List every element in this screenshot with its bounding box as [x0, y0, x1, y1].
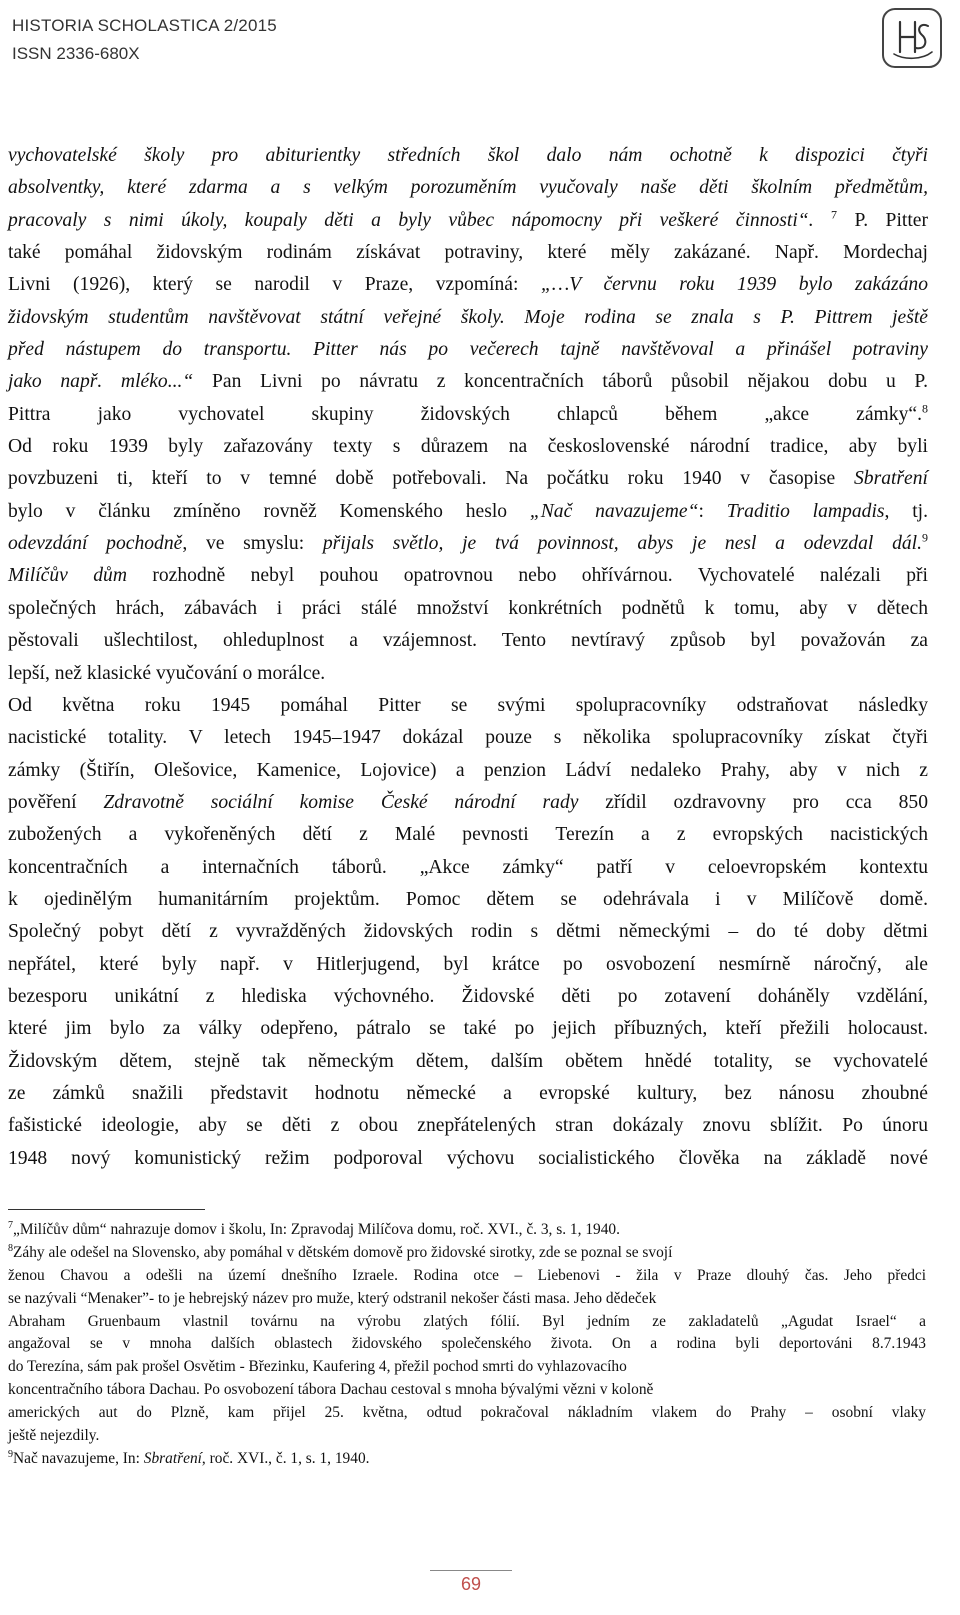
text-run: ze zámků snažili představit hodnotu německé a evropské kultury, bez nánosu zhoubné [8, 1082, 928, 1104]
italic-text: „Nač navazujeme“ [529, 500, 699, 522]
text-run: Abraham Gruenbaum vlastnil továrnu na výrobu zlatých fólií. Byl jedním ze zakladatelů „Agudat Israel“ a [8, 1312, 926, 1330]
text-line [8, 269, 928, 301]
italic-text: přijals světlo, je tvá povinnost, abys je nesl a odevzdal dál. [322, 533, 922, 555]
hs-monogram-logo-icon [882, 8, 942, 68]
text-line [8, 237, 928, 269]
text-line [8, 1110, 928, 1142]
text-run: zubožených a vykořeněných dětí z Malé pevnosti Terezín a z evropských nacistických [8, 824, 928, 846]
text-run: , tj. [884, 500, 928, 522]
footnote-ref: 9 [922, 530, 928, 545]
footnote-line [8, 1311, 926, 1334]
text-run: Společný pobyt dětí z vyvražděných židovských rodin s dětmi německými – do té doby dětmi [8, 921, 928, 943]
text-line [8, 431, 928, 463]
text-line [8, 658, 928, 690]
text-run: Nač navazujeme, In: [13, 1449, 144, 1467]
text-run: 1948 nový komunistický režim podporoval výchovu socialistického člověka na základě nové [8, 1147, 928, 1169]
text-line [8, 852, 928, 884]
text-line [8, 1143, 928, 1175]
text-line [8, 1046, 928, 1078]
text-run [814, 210, 831, 231]
text-run: : [698, 500, 727, 522]
text-line [8, 496, 928, 528]
text-run: Záhy ale odešel na Slovensko, aby pomáhal v dětském domově pro židovské sirotky, zde se poznal se svojí [13, 1243, 673, 1261]
text-line [8, 819, 928, 851]
text-line [8, 302, 928, 334]
text-run: Pan Livni po návratu z koncentračních táborů působil nějakou dobu u P. [193, 371, 929, 393]
text-line [8, 172, 928, 204]
text-run: společných hrách, zábavách i práci stálé množství konkrétních podnětů k tomu, aby v dětech [8, 597, 928, 619]
italic-text: Pitter nás po večerech tajně navštěvoval a přinášel potraviny [313, 339, 928, 361]
footnote-line [8, 1219, 926, 1242]
text-line [8, 787, 928, 819]
text-run: zámky (Štiřín, Olešovice, Kamenice, Lojovice) a penzion Ládví nedaleko Prahy, aby v nich z [8, 759, 928, 781]
text-line [8, 205, 928, 237]
text-run: , roč. XVI., č. 1, s. 1, 1940. [201, 1449, 370, 1467]
italic-text: odevzdání pochodně [8, 533, 183, 555]
footnote-line [8, 1379, 926, 1402]
text-line [8, 884, 928, 916]
text-run: koncentračního tábora Dachau. Po osvobození tábora Dachau cestoval s mnoha bývalými vězni v koloně [8, 1381, 654, 1399]
footnote-line [8, 1448, 926, 1471]
text-run: Od roku 1939 byly zařazovány texty s důrazem na československé národní tradice, aby byli [8, 436, 928, 458]
text-run: Od května roku 1945 pomáhal Pitter se svými spolupracovníky odstraňovat následky [8, 694, 928, 716]
text-line [8, 1013, 928, 1045]
italic-text: Sbratření [853, 468, 928, 490]
text-run: rozhodně nebyl pouhou opatrovnou nebo ohřívárnou. Vychovatelé nalézali při [126, 565, 928, 587]
text-run: do Terezína, sám pak prošel Osvětim - Březinku, Kaufering 4, přežil pochod smrti do vyhlazovacího [8, 1358, 627, 1376]
text-run: pověření [8, 791, 104, 813]
text-run: bezesporu unikátní z hlediska výchovného. Židovské děti po zotavení doháněly vzdělání, [8, 985, 928, 1007]
footnote-line [8, 1242, 926, 1265]
footnote-ref: 8 [922, 401, 928, 416]
text-run: Livni (1926), který se narodil v Praze, vzpomíná: [8, 274, 541, 296]
text-run: koncentračních a internačních táborů. „Akce zámky“ patří v celoevropském kontextu [8, 856, 928, 878]
italic-text: Zdravotně sociální komise České národní rady [103, 791, 579, 813]
text-run: se nazývali “Menaker”- to je hebrejský název pro muže, který odstranil nekošer části masa. Jeho dědeček [8, 1289, 657, 1307]
text-line [8, 560, 928, 592]
page-number-rule [430, 1570, 512, 1571]
text-line [8, 916, 928, 948]
footnote-ref: 7 [831, 207, 838, 222]
text-line [8, 625, 928, 657]
italic-text: před nástupem do transportu. [8, 339, 292, 361]
footnote-ref: 7 [8, 1219, 13, 1231]
text-line [8, 140, 928, 172]
text-line [8, 366, 928, 398]
article-body [8, 140, 928, 1175]
footnote-separator [8, 1209, 205, 1210]
italic-text: Sbratření [143, 1449, 202, 1467]
italic-text: vychovatelské školy pro abiturientky středních škol dalo nám ochotně k dispozici čtyři [8, 145, 928, 166]
footnote-ref: 9 [8, 1448, 13, 1460]
footnote-line [8, 1356, 926, 1379]
text-line [8, 399, 928, 431]
text-run: které jim bylo za války odepřeno, pátralo se také po jejich příbuzných, kteří přežili holocaust. [8, 1018, 928, 1040]
text-line [8, 690, 928, 722]
footnote-line [8, 1288, 926, 1311]
journal-issn: ISSN 2336-680X [12, 44, 140, 63]
text-line [8, 981, 928, 1013]
text-run [291, 339, 313, 360]
text-line [8, 755, 928, 787]
page-header [8, 6, 952, 76]
footnotes [8, 1219, 926, 1471]
text-run: bylo v článku zmíněno rovněž Komenského heslo [8, 500, 530, 522]
text-run: nacistické totality. V letech 1945–1947 dokázal pouze s několika spolupracovníky získat čtyři [8, 727, 928, 749]
italic-text: „…V červnu roku 1939 bylo zakázáno [540, 274, 928, 296]
text-run: nepřátel, které byly např. v Hitlerjugend, byl krátce po osvobození nesmírně náročný, ale [8, 953, 928, 975]
text-run: amerických aut do Plzně, kam přijel 25. května, odtud pokračoval nákladním vlakem do Prahy – osobní vlaky [8, 1404, 926, 1422]
text-line [8, 722, 928, 754]
text-run: fašistické ideologie, aby se děti z obou znepřátelených stran dokázaly znovu sblížit. Po únoru [8, 1115, 928, 1137]
text-line [8, 949, 928, 981]
footnote-line [8, 1265, 926, 1288]
text-line [8, 528, 928, 560]
text-run: Židovským dětem, stejně tak německým dětem, dalším obětem hnědé totality, se vychovatelé [8, 1050, 928, 1072]
footnote-ref: 8 [8, 1242, 13, 1254]
text-run: , ve smyslu: [182, 533, 323, 555]
text-line [8, 334, 928, 366]
text-run: povzbuzeni ti, kteří to v temné době potřebovali. Na počátku roku 1940 v časopise [8, 468, 854, 490]
text-run: „Milíčův dům“ nahrazuje domov i školu, In: Zpravodaj Milíčova domu, roč. XVI., č. 3, s. 1, 1940. [13, 1221, 620, 1238]
italic-text: absolventky, které zdarma a s velkým porozuměním vyučovaly naše děti školním předmětům, [8, 177, 928, 199]
text-line [8, 593, 928, 625]
italic-text: Milíčův dům [8, 565, 127, 587]
text-run: ženou Chavou a odešli na území dnešního Izraele. Rodina otce – Liebenovi - žila v Praze dlouhý čas. Jeho předci [8, 1266, 926, 1284]
text-run: angažoval se v mnoha dalších oblastech židovského společenského života. On a rodina byli deportováni 8.7.1943 [8, 1335, 926, 1353]
text-run: zřídil ozdravovny pro cca 850 [578, 791, 929, 813]
text-run: P. Pitter [837, 209, 928, 231]
italic-text: jako např. mléko...“ [8, 371, 194, 393]
text-run: Pittra jako vychovatel skupiny židovských chlapců během „akce zámky“. [8, 403, 922, 425]
italic-text: židovským studentům navštěvovat státní veřejné školy. Moje rodina se znala s P. Pittrem ještě [8, 306, 928, 328]
italic-text: pracovaly s nimi úkoly, koupaly děti a byly vůbec nápomocny při veškeré činnosti“. [8, 209, 814, 231]
text-run: lepší, než klasické vyučování o morálce. [8, 662, 326, 684]
footnote-line [8, 1425, 926, 1448]
footnote-line [8, 1402, 926, 1425]
text-line [8, 1078, 928, 1110]
page-number: 69 [460, 1574, 482, 1594]
journal-title: HISTORIA SCHOLASTICA 2/2015 [12, 16, 277, 35]
text-run: ještě nejezdily. [8, 1427, 100, 1445]
text-run: k ojedinělým humanitárním projektům. Pomoc dětem se odehrávala i v Milíčově domě. [8, 888, 928, 910]
text-run: pěstovali ušlechtilost, ohleduplnost a vzájemnost. Tento nevtíravý způsob byl považován za [8, 630, 928, 652]
footnote-line [8, 1333, 926, 1356]
italic-text: Traditio lampadis [726, 500, 885, 522]
text-line [8, 463, 928, 495]
text-run: také pomáhal židovským rodinám získávat potraviny, které měly zakázané. Např. Mordechaj [8, 242, 928, 264]
